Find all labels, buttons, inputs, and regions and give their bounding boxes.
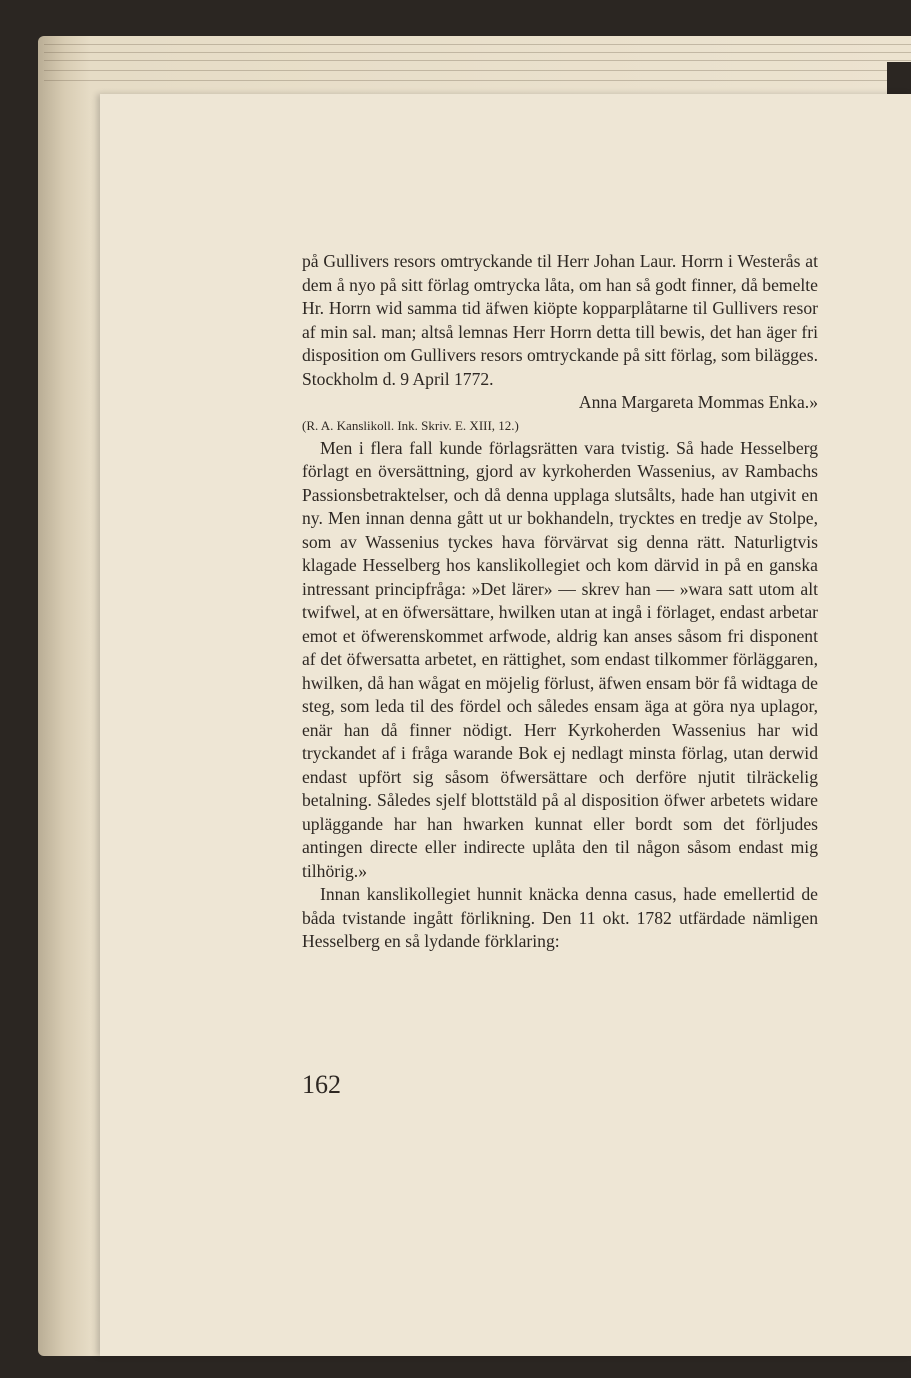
page-edge — [44, 80, 911, 81]
page-edge — [44, 52, 911, 53]
archive-reference: (R. A. Kanslikoll. Ink. Skriv. E. XIII, 12.) — [302, 417, 519, 433]
page-text — [302, 250, 818, 954]
paragraph: Men i flera fall kunde förlagsrätten vara tvistig. Så hade Hesselberg förlagt en översättning, gjord av kyrkoherden Wassenius, av Rambachs Passionsbetraktelser, och då denna upplaga slutsålts, hade han utgivit en ny. Men innan denna gått ut ur bokhandeln, trycktes en tredje av Stolpe, som av Wassenius tyckes hava förvärvat sig denna rätt. Naturligtvis klagade Hesselberg hos kanslikollegiet och kom därvid in på en ganska intressant principfråga: »Det lärer» — skrev han — »wara satt utom alt twifwel, at en öfwersättare, hwilken utan at ingå i förlaget, endast arbetar emot et öfwerenskommet arfwode, aldrig kan anses såsom fri disponent af det öfwersatta arbetet, en rättighet, som endast tilkommer förläggaren, hwilken, då han wågat en möjelig förlust, äfwen ensam bör få widtaga de steg, som leda til des fördel och således ensam äga at göra nya uplagor, enär han då finner nödigt. Herr Kyrkoherden Wassenius har wid tryckandet af i fråga warande Bok ej nedlagt minsta förlag, utan derwid endast upfört sig såsom öfwersättare och derföre njutit tilräckelig betalning. Således sjelf blottstäld på al disposition öfwer arbetets widare upläggande har han hwarken kunnat eller bordt som det förljudes antingen directe eller indirecte uplåta den til någon såsom endast mig tilhörig.» — [302, 437, 818, 881]
signature-line: Anna Margareta Mommas Enka.» — [578, 392, 818, 412]
page-edge — [44, 60, 911, 61]
page-number: 162 — [302, 1070, 341, 1099]
bookmark-tab — [887, 62, 911, 96]
page-edge — [44, 70, 911, 71]
paragraph: Innan kanslikollegiet hunnit knäcka denna casus, hade emellertid de båda tvistande ingått förlikning. Den 11 okt. 1782 utfärdade nämligen Hesselberg en så lydande förklaring: — [302, 884, 818, 951]
page-edge — [44, 44, 911, 45]
paragraph: på Gullivers resors omtryckande til Herr Johan Laur. Horrn i Westerås at dem å nyo på sitt förlag omtrycka låta, om han så godt finner, då bemelte Hr. Horrn wid samma tid äfwen kiöpte kopparplåtarne til Gullivers resor af min sal. man; altså lemnas Herr Horrn detta till bewis, det han äger fri disposition om Gullivers resors omtryckande på sitt förlag, som bilägges. Stockholm d. 9 April 1772. — [302, 251, 818, 389]
